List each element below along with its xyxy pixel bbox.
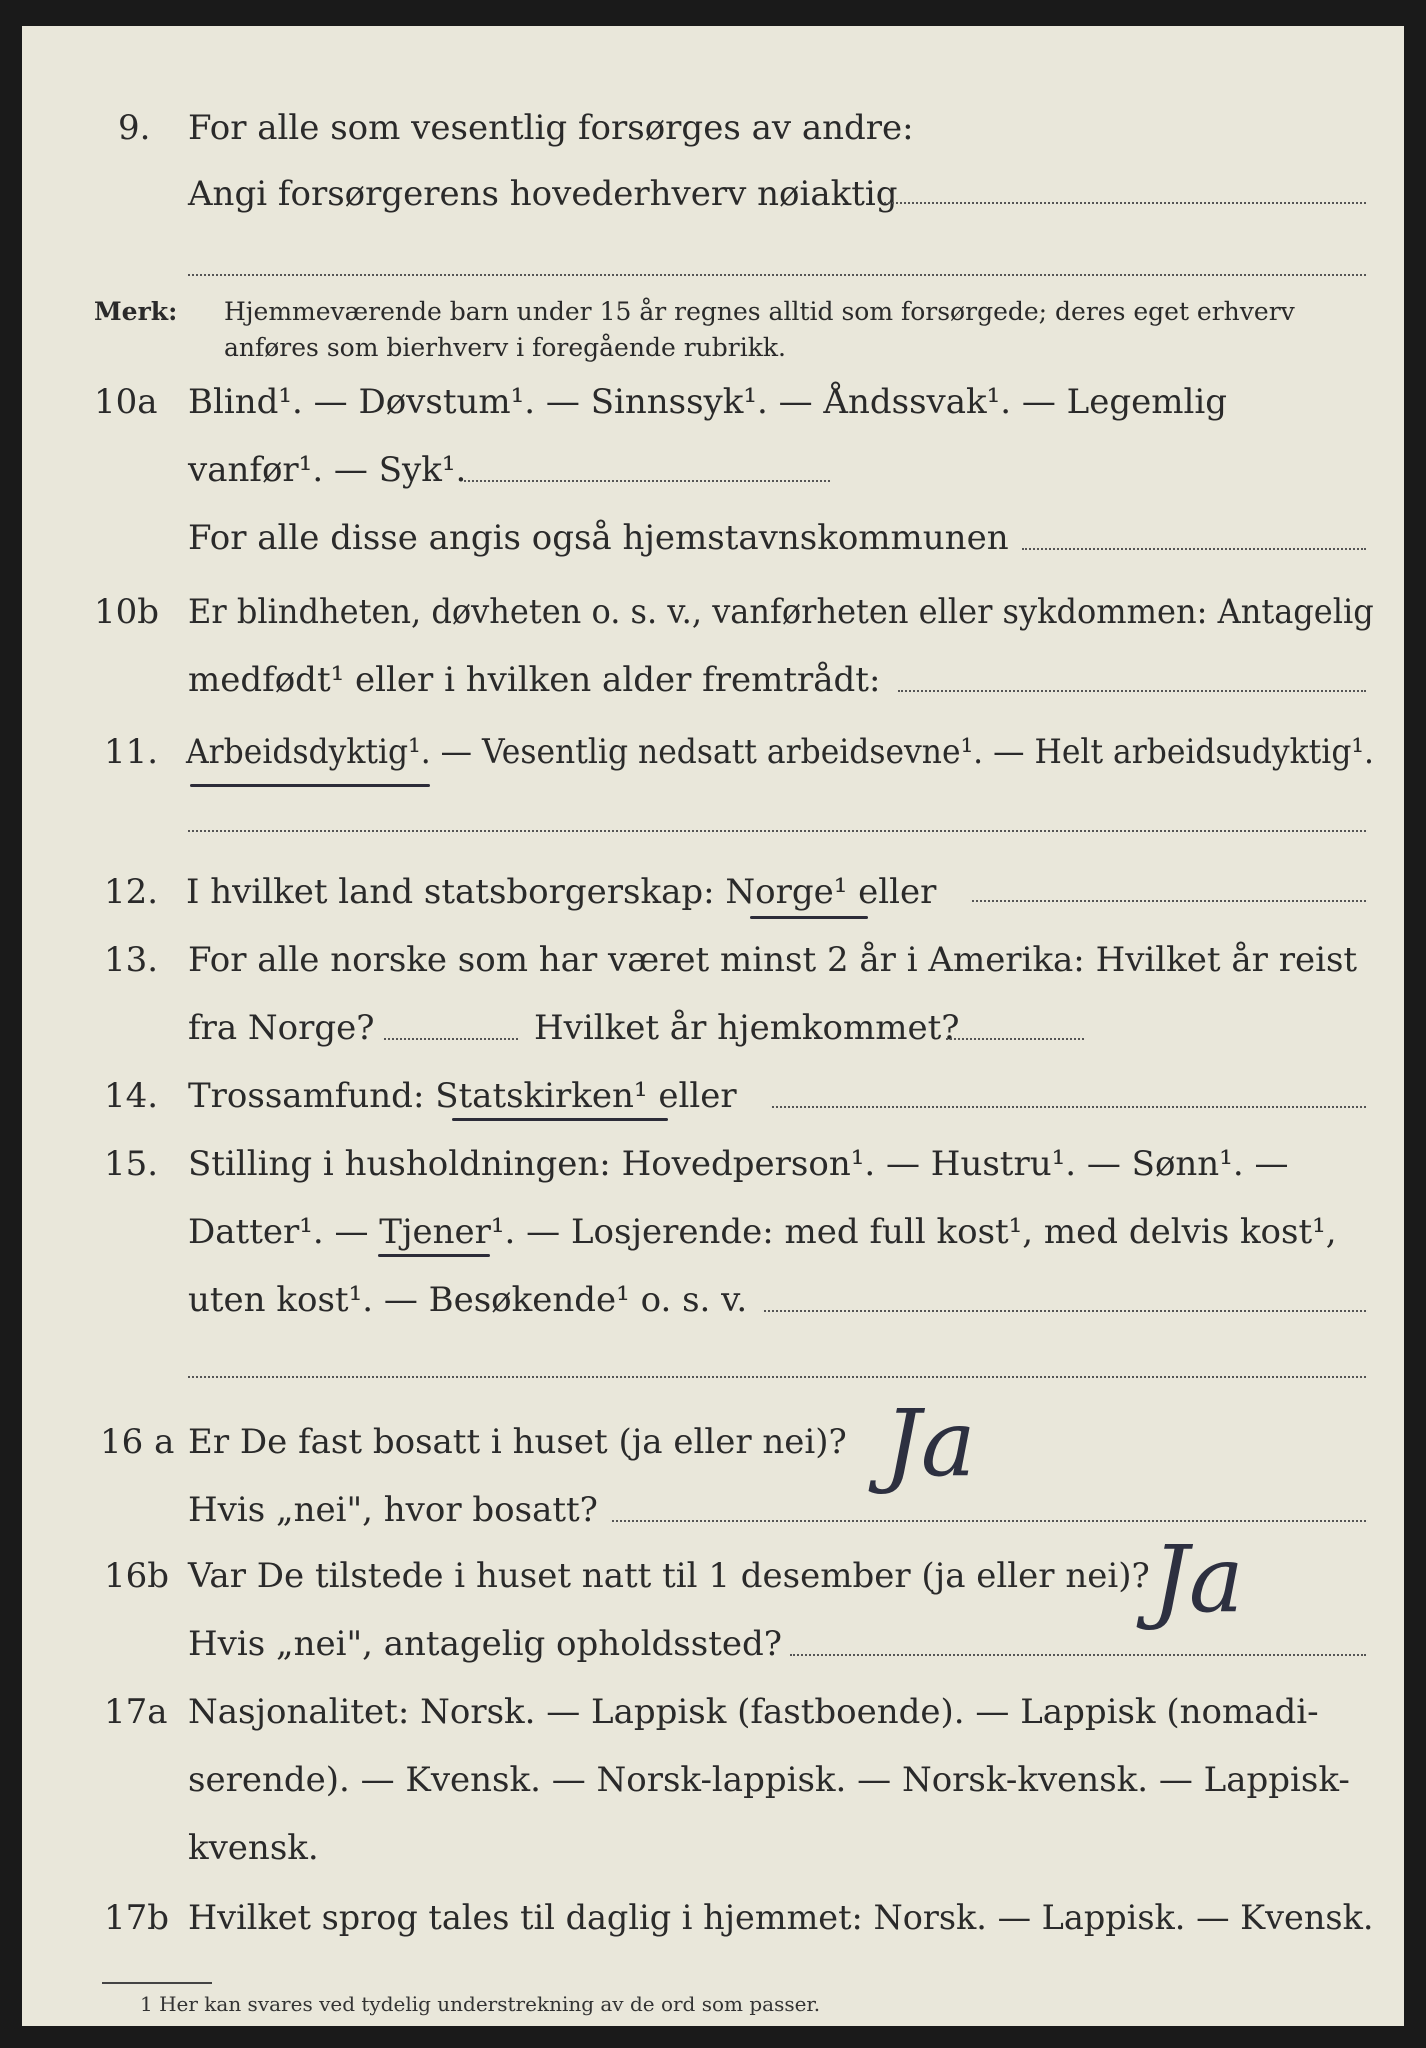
footnote-text: 1 Her kan svares ved tydelig understrekning av de ord som passer. [140, 1992, 821, 2016]
q10b-line2: medfødt¹ eller i hvilken alder fremtrådt: [188, 660, 881, 700]
q15-answer-line-2[interactable] [188, 1376, 1366, 1378]
q10b-answer-line[interactable] [898, 690, 1366, 692]
q10a-number: 10a [94, 382, 158, 422]
q11-number: 11. [104, 732, 159, 772]
q15-line3: uten kost¹. — Besøkende¹ o. s. v. [188, 1280, 748, 1320]
merk-line2: anføres som bierhverv i foregående rubrikk. [224, 333, 786, 362]
q15-answer-line[interactable] [764, 1310, 1366, 1312]
q9-answer-line[interactable] [884, 202, 1366, 204]
q12-line1: I hvilket land statsborgerskap: Norge¹ eller [186, 872, 937, 912]
q10b-number: 10b [94, 592, 160, 632]
q16b-line2: Hvis „nei", antagelig opholdssted? [188, 1624, 782, 1664]
q13-number: 13. [104, 940, 159, 980]
q9-line2: Angi forsørgerens hovederhverv nøiaktig [188, 174, 898, 214]
q15-number: 15. [104, 1144, 159, 1184]
q16a-number: 16 a [100, 1422, 175, 1462]
q10a-line2: vanfør¹. — Syk¹. [188, 450, 467, 490]
q9-number: 9. [118, 108, 151, 148]
q14-underline-statskirken [452, 1118, 668, 1121]
footnote-rule [102, 1982, 212, 1984]
q17b-number: 17b [104, 1898, 170, 1938]
q13-line2b: Hvilket år hjemkommet? [534, 1008, 960, 1048]
q15-line1: Stilling i husholdningen: Hovedperson¹. — Hustru¹. — Sønn¹. — [188, 1144, 1289, 1184]
q17a-line3: kvensk. [188, 1828, 319, 1868]
q17a-number: 17a [104, 1692, 168, 1732]
census-form-sheet [22, 26, 1404, 2026]
q14-answer-line[interactable] [772, 1106, 1366, 1108]
q17a-line1: Nasjonalitet: Norsk. — Lappisk (fastboende). — Lappisk (nomadi- [188, 1692, 1319, 1732]
q17a-line2: serende). — Kvensk. — Norsk-lappisk. — Norsk-kvensk. — Lappisk- [188, 1760, 1350, 1800]
q11-line1: Arbeidsdyktig¹. — Vesentlig nedsatt arbeidsevne¹. — Helt arbeidsudyktig¹. [186, 732, 1374, 772]
q10a-kommune-line[interactable] [1022, 548, 1366, 550]
q14-number: 14. [104, 1076, 159, 1116]
q16a-line1: Er De fast bosatt i huset (ja eller nei)? [188, 1422, 847, 1462]
q16a-answer-line[interactable] [612, 1520, 1366, 1522]
q17b-line1: Hvilket sprog tales til daglig i hjemmet: Norsk. — Lappisk. — Kvensk. [188, 1898, 1374, 1938]
q13-line2a: fra Norge? [188, 1008, 375, 1048]
merk-label: Merk: [94, 297, 178, 326]
q12-number: 12. [104, 872, 159, 912]
q15-line2: Datter¹. — Tjener¹. — Losjerende: med full kost¹, med delvis kost¹, [188, 1212, 1337, 1252]
q13-reist-line[interactable] [384, 1038, 518, 1040]
q11-underline-arbeidsdyktig [190, 784, 430, 787]
q13-line1: For alle norske som har været minst 2 år i Amerika: Hvilket år reist [188, 940, 1358, 980]
q14-line1: Trossamfund: Statskirken¹ eller [188, 1076, 737, 1116]
q13-hjemkommet-line[interactable] [946, 1038, 1084, 1040]
q11-answer-line[interactable] [188, 830, 1366, 832]
q16b-answer-line[interactable] [790, 1654, 1366, 1656]
q10a-line1: Blind¹. — Døvstum¹. — Sinnssyk¹. — Åndssvak¹. — Legemlig [188, 382, 1227, 422]
q16b-number: 16b [104, 1556, 170, 1596]
q10a-line3: For alle disse angis også hjemstavnskommunen [188, 518, 1009, 558]
q16a-line2: Hvis „nei", hvor bosatt? [188, 1490, 598, 1530]
q15-underline-tjener [378, 1254, 490, 1257]
q10b-line1: Er blindheten, døvheten o. s. v., vanførheten eller sykdommen: Antagelig [188, 592, 1374, 632]
q9-line1: For alle som vesentlig forsørges av andre: [188, 108, 914, 148]
merk-line1: Hjemmeværende barn under 15 år regnes alltid som forsørgede; deres eget erhverv [224, 297, 1295, 326]
q16a-handwritten-answer: Ja [884, 1390, 976, 1497]
q10a-answer-line[interactable] [464, 480, 830, 482]
q12-underline-norge [750, 916, 868, 919]
q12-answer-line[interactable] [972, 900, 1366, 902]
q16b-line1: Var De tilstede i huset natt til 1 desember (ja eller nei)? [188, 1556, 1150, 1596]
q16b-handwritten-answer: Ja [1152, 1526, 1244, 1633]
q9-answer-line-2[interactable] [188, 274, 1366, 276]
